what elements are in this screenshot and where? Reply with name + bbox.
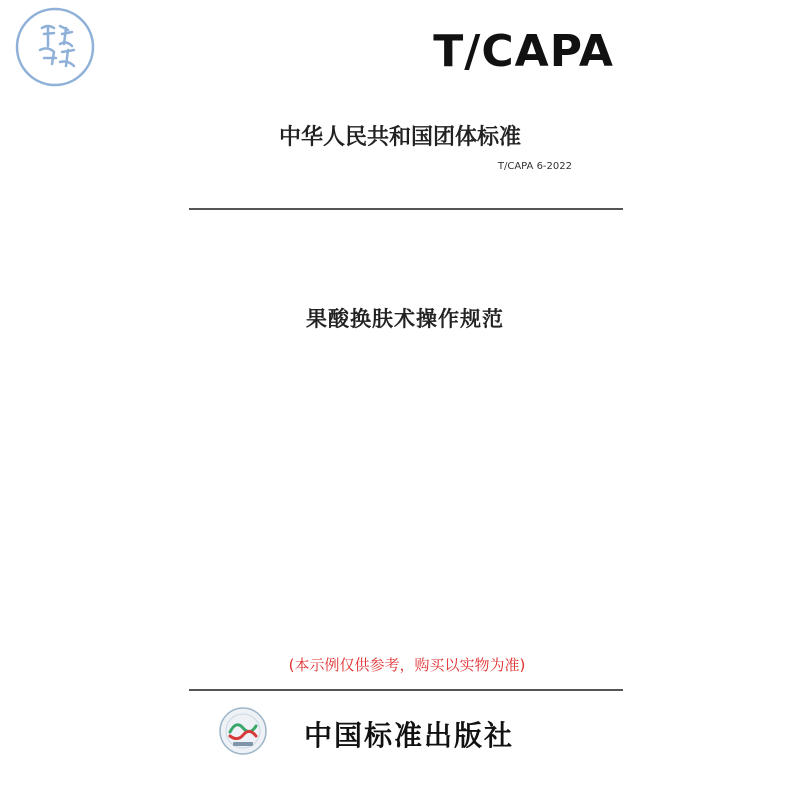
- group-standard-title: 中华人民共和国团体标准: [278, 125, 521, 150]
- disclaimer-text: (本示例仅供参考，购买以实物为准): [288, 656, 526, 674]
- seal-stamp-icon: [14, 6, 96, 88]
- top-divider: [189, 208, 623, 210]
- standard-code-logo: T/CAPA: [433, 26, 614, 77]
- publisher-logo-icon: [218, 706, 268, 756]
- standard-number: T/CAPA 6-2022: [497, 161, 572, 172]
- bottom-divider: [189, 689, 623, 691]
- publisher-name: 中国标准出版社: [304, 719, 515, 752]
- document-title: 果酸换肤术操作规范: [306, 307, 504, 331]
